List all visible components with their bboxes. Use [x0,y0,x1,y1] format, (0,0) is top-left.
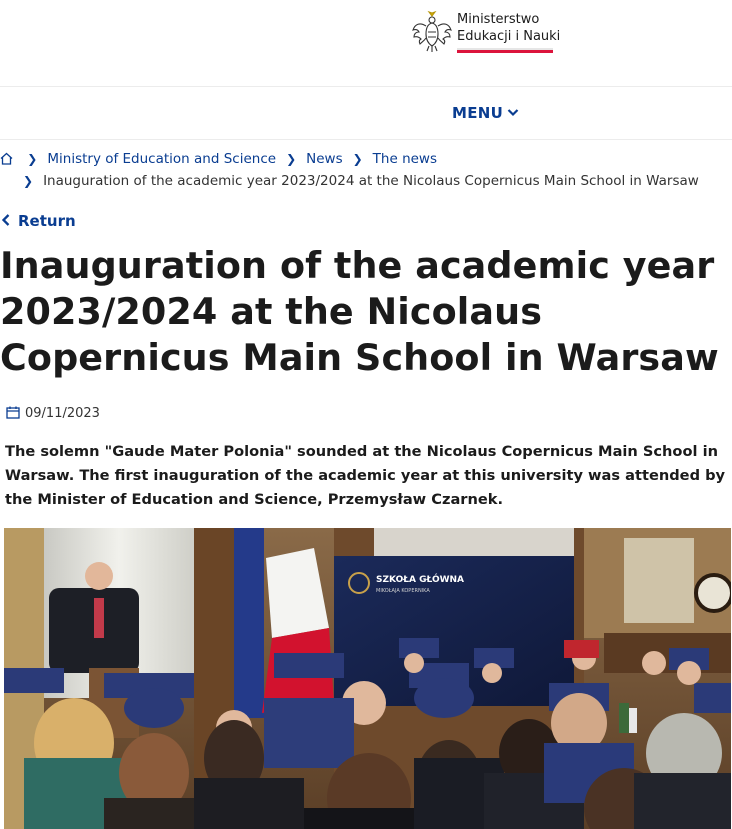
publish-date [6,406,100,421]
ceremony-photo-illustration [4,528,731,829]
logo-line-1: Ministerstwo [457,12,540,27]
chevron-right-icon: ❯ [352,152,363,166]
article-photo [4,528,731,829]
menu-label: MENU [452,104,504,122]
return-link[interactable] [2,212,76,230]
breadcrumb-current: Inauguration of the academic year 2023/2024 at the Nicolaus Copernicus Main School in Warsaw [43,173,699,189]
logo-flag-stripe [457,48,553,53]
banner-title: SZKOŁA GŁÓWNA [376,575,465,585]
chevron-left-icon [2,214,10,226]
logo-line-2: Edukacji i Nauki [457,29,561,44]
chevron-down-icon [507,108,519,117]
menu-button[interactable] [452,104,519,122]
chevron-right-icon: ❯ [27,152,38,166]
date-value: 09/11/2023 [25,406,100,421]
site-header [0,0,732,87]
chevron-right-icon: ❯ [23,174,34,188]
eagle-emblem-icon [410,8,454,54]
home-icon[interactable] [0,152,13,165]
breadcrumb-item-the-news[interactable]: The news [372,151,438,167]
page-title: Inauguration of the academic year 2023/2024 at the Nicolaus Copernicus Main School in Warsaw [0,244,719,379]
ministry-logo[interactable] [410,8,560,56]
breadcrumb-item-ministry[interactable]: Ministry of Education and Science [47,151,277,167]
chevron-right-icon: ❯ [286,152,297,166]
calendar-icon [6,406,20,419]
article-lead: The solemn "Gaude Mater Polonia" sounded at the Nicolaus Copernicus Main School in Warsaw. The first inauguration of the academic year at this university was attended by the Minister of Education and Science, Przemysław Czarnek. [5,443,726,508]
breadcrumb-item-news[interactable]: News [306,151,343,167]
menu-bar [0,87,732,140]
return-label: Return [18,212,76,230]
banner-subtitle: MIKOŁAJA KOPERNIKA [376,588,430,594]
